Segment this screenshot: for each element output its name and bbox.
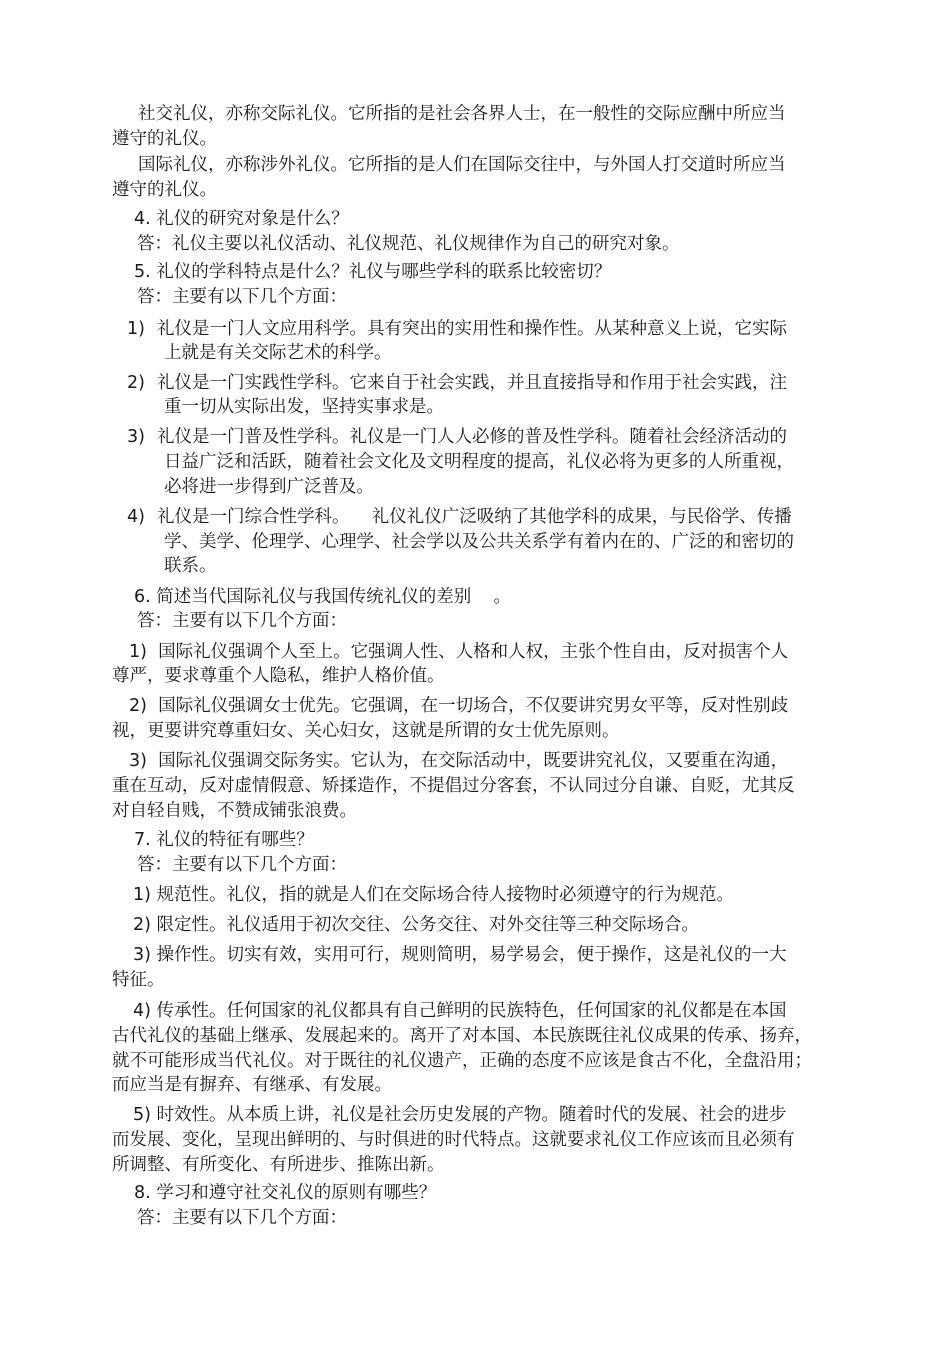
- list-item-text: 礼仪是一门人文应用科学。具有突出的实用性和操作性。从某种意义上说，它实际: [157, 319, 787, 339]
- list-number: 1): [127, 319, 145, 339]
- list-item-text: 3) 国际礼仪强调交际务实。它认为，在交际活动中，既要讲究礼仪，又要重在沟通，: [129, 751, 789, 771]
- list-item-text: 对自轻自贱，不赞成铺张浪费。: [112, 801, 357, 821]
- list-item-text: 礼仪是一门普及性学科。礼仪是一门人人必修的普及性学科。随着社会经济活动的: [157, 427, 787, 447]
- text-line: 社交礼仪，亦称交际礼仪。它所指的是社会各界人士，在一般性的交际应酬中所应当: [138, 104, 786, 124]
- list-item-text: 上就是有关交际艺术的科学。: [164, 343, 392, 363]
- list-item-text: 而应当是有摒弃、有继承、有发展。: [112, 1075, 392, 1095]
- answer-6-intro: 答：主要有以下几个方面：: [137, 611, 347, 631]
- list-item-text: 礼仪是一门综合性学科。 礼仪礼仪广泛吸纳了其他学科的成果，与民俗学、传播: [157, 507, 792, 527]
- question-6: 6. 简述当代国际礼仪与我国传统礼仪的差别 。: [134, 587, 512, 607]
- list-item-text: 4) 传承性。任何国家的礼仪都具有自己鲜明的民族特色，任何国家的礼仪都是在本国: [133, 1001, 787, 1021]
- list-item-text: 重在互动，反对虚情假意、矫揉造作，不提倡过分客套，不认同过分自谦、自贬，尤其反: [112, 776, 795, 796]
- list-item-text: 所调整、有所变化、有所进步、推陈出新。: [112, 1155, 445, 1175]
- text-line: 国际礼仪，亦称涉外礼仪。它所指的是人们在国际交往中，与外国人打交道时所应当: [138, 155, 786, 175]
- list-item-text: 1) 规范性。礼仪，指的就是人们在交际场合待人接物时必须遵守的行为规范。: [133, 885, 735, 905]
- list-item-text: 5) 时效性。从本质上讲，礼仪是社会历史发展的产物。随着时代的发展、社会的进步: [133, 1105, 787, 1125]
- list-item-text: 就不可能形成当代礼仪。对于既往的礼仪遗产，正确的态度不应该是食古不化，全盘沿用；: [112, 1051, 812, 1071]
- answer-8-intro: 答：主要有以下几个方面：: [137, 1208, 347, 1228]
- list-item-text: 特征。: [112, 970, 165, 990]
- list-item-text: 3) 操作性。切实有效，实用可行，规则简明，易学易会，便于操作，这是礼仪的一大: [133, 945, 787, 965]
- list-item-text: 尊严，要求尊重个人隐私，维护人格价值。: [112, 666, 445, 686]
- answer-7-intro: 答：主要有以下几个方面：: [137, 855, 347, 875]
- list-item-text: 礼仪是一门实践性学科。它来自于社会实践，并且直接指导和作用于社会实践，注: [157, 373, 787, 393]
- list-item-text: 而发展、变化，呈现出鲜明的、与时俱进的时代特点。这就要求礼仪工作应该而且必须有: [112, 1130, 795, 1150]
- question-7: 7. 礼仪的特征有哪些？: [134, 830, 314, 850]
- list-item-text: 学、美学、伦理学、心理学、社会学以及公共关系学有着内在的、广泛的和密切的: [164, 532, 794, 552]
- list-item-text: 视，更要讲究尊重妇女、关心妇女，这就是所谓的女士优先原则。: [112, 721, 620, 741]
- list-item-text: 古代礼仪的基础上继承、发展起来的。离开了对本国、本民族既往礼仪成果的传承、扬弃，: [112, 1026, 812, 1046]
- list-number: 4): [127, 507, 145, 527]
- text-line: 遵守的礼仪。: [112, 180, 217, 200]
- answer-5-intro: 答：主要有以下几个方面：: [137, 287, 347, 307]
- list-item-text: 必将进一步得到广泛普及。: [164, 477, 374, 497]
- list-item-text: 重一切从实际出发，坚持实事求是。: [164, 397, 444, 417]
- list-item-text: 日益广泛和活跃，随着社会文化及文明程度的提高，礼仪必将为更多的人所重视，: [164, 452, 794, 472]
- list-item-text: 2) 限定性。礼仪适用于初次交往、公务交往、对外交往等三种交际场合。: [133, 915, 700, 935]
- list-item-text: 1) 国际礼仪强调个人至上。它强调人性、人格和人权，主张个性自由，反对损害个人: [129, 642, 789, 662]
- list-item-text: 2) 国际礼仪强调女士优先。它强调，在一切场合，不仅要讲究男女平等，反对性别歧: [129, 696, 789, 716]
- question-5: 5. 礼仪的学科特点是什么？礼仪与哪些学科的联系比较密切？: [134, 262, 612, 282]
- answer-4: 答：礼仪主要以礼仪活动、礼仪规范、礼仪规律作为自己的研究对象。: [137, 234, 680, 254]
- list-number: 2): [127, 373, 145, 393]
- text-line: 遵守的礼仪。: [112, 129, 217, 149]
- question-4: 4. 礼仪的研究对象是什么？: [134, 209, 349, 229]
- question-8: 8. 学习和遵守社交礼仪的原则有哪些？: [134, 1183, 437, 1203]
- list-item-text: 联系。: [164, 556, 217, 576]
- list-number: 3): [127, 427, 145, 447]
